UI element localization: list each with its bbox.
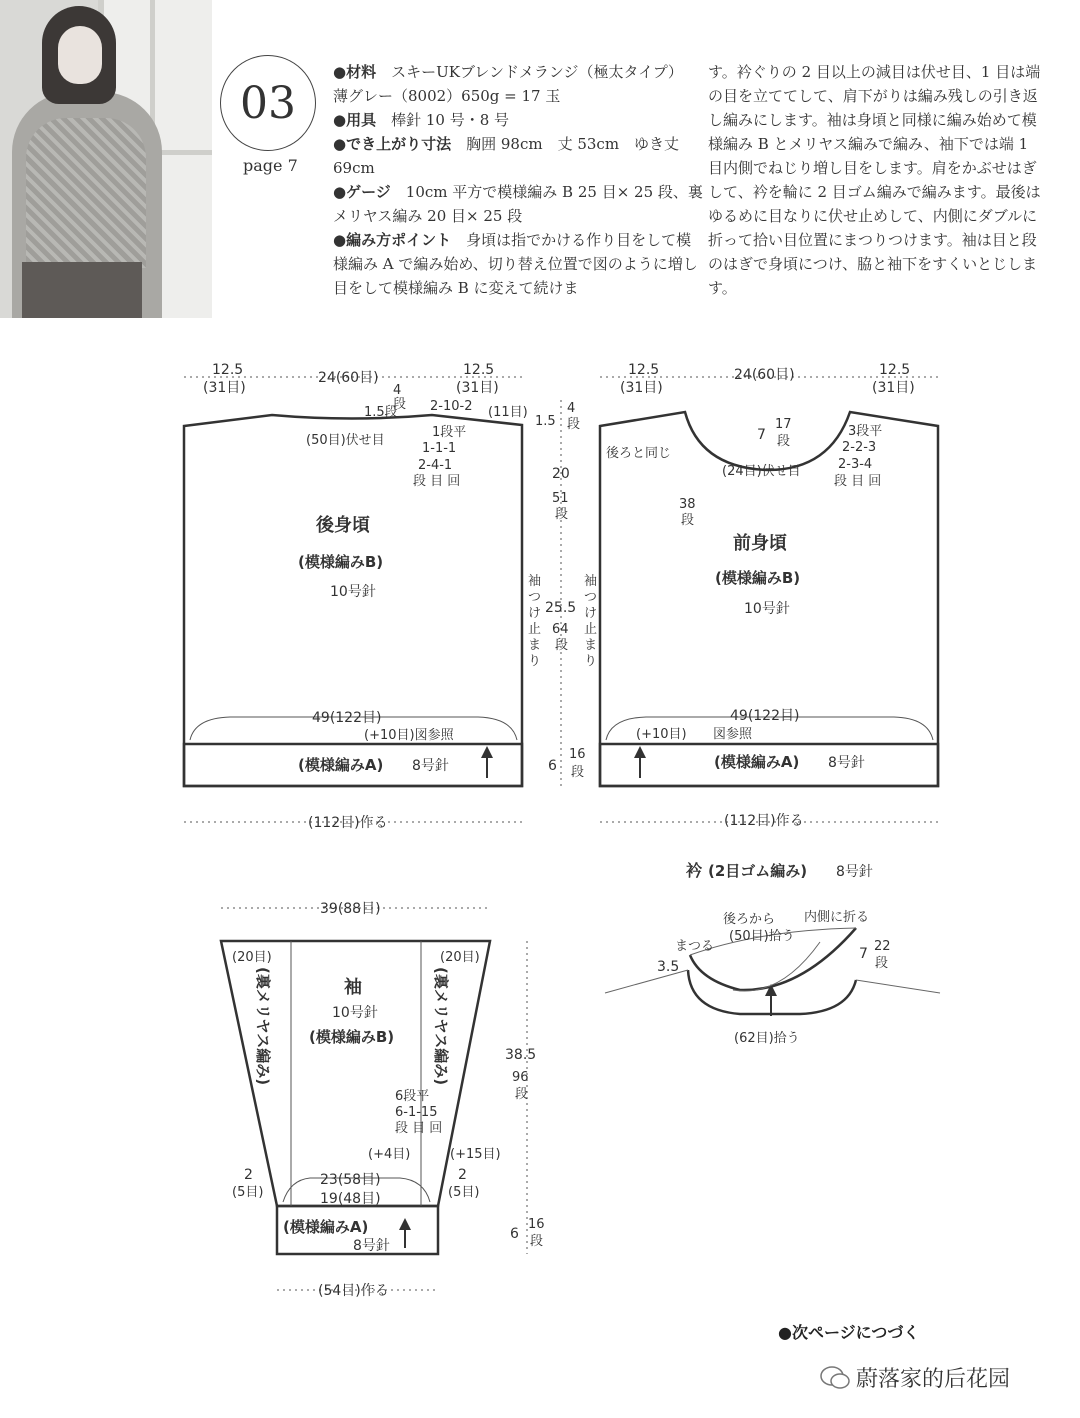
back-top-left-width: 12.5 <box>212 362 244 378</box>
sleeve-increase-line1: 6段平 <box>395 1089 430 1104</box>
size-text: 胸囲 98cm 丈 53cm ゆき丈 69cm <box>333 135 680 177</box>
sleeve-right-2: 2 <box>458 1167 467 1183</box>
front-rows-38: 38 <box>679 497 696 512</box>
front-body-needle: 10号針 <box>744 601 790 617</box>
back-sleeve-mark-6: り <box>528 654 542 669</box>
sleeve-left-2: 2 <box>244 1167 253 1183</box>
sleeve-plus-15: (+15目) <box>450 1147 501 1162</box>
front-arrowhead <box>634 746 646 758</box>
back-neck-shaping: 1.5段 <box>364 405 398 420</box>
back-band-needle: 8号針 <box>412 758 449 774</box>
back-sleeve-mark-4: 止 <box>528 622 542 637</box>
front-cast-on: (112目)作る <box>724 813 804 829</box>
back-sleeve-mark-1: 袖 <box>528 574 542 589</box>
front-rows-38-unit: 段 <box>681 513 695 528</box>
front-band-needle: 8号針 <box>828 755 865 771</box>
collar-right-rows: 22 <box>874 939 891 954</box>
collar-fold-line <box>733 942 820 991</box>
front-top-mid-width: 24(60目) <box>734 367 795 383</box>
wechat-logo-icon <box>820 1365 850 1391</box>
back-neck-rows-unit: 段 <box>393 397 407 412</box>
front-neck-rows-unit: 段 <box>777 434 791 449</box>
back-sleeve-mark-3: け <box>528 606 542 621</box>
sleeve-height-rows-unit: 段 <box>515 1087 529 1102</box>
gauge-label: ●ゲージ <box>333 183 391 201</box>
back-sleeve-mark-5: ま <box>528 638 542 653</box>
back-arrowhead <box>481 746 493 758</box>
collar-shoulder-right <box>856 980 940 993</box>
sleeve-right-stitches: (20目) <box>440 950 480 965</box>
back-body-needle: 10号針 <box>330 584 376 600</box>
center-height-2: 20 <box>552 466 570 482</box>
front-sleeve-mark-5: ま <box>584 638 598 653</box>
back-increase-note: (+10目)図参照 <box>364 728 454 743</box>
sleeve-band-rows-unit: 段 <box>530 1234 544 1249</box>
page-reference: page 7 <box>243 156 298 175</box>
front-sleeve-mark-2: つ <box>584 590 598 605</box>
front-top-left-stitches: (31目) <box>620 380 663 396</box>
collar-pick-up-50: (50目)拾う <box>729 929 795 944</box>
front-top-left-width: 12.5 <box>628 362 660 378</box>
pants-shape <box>22 262 142 318</box>
face-shape <box>58 26 102 84</box>
front-same-as-back: 後ろと同じ <box>606 446 672 461</box>
sleeve-plus-4: (+4目) <box>368 1147 411 1162</box>
front-body-width: 49(122目) <box>730 708 800 724</box>
points-label: ●編み方ポイント <box>333 231 452 249</box>
sleeve-top-width: 39(88目) <box>320 901 381 917</box>
sleeve-left-stitches: (20目) <box>232 950 272 965</box>
collar-from-back: 後ろから <box>723 912 776 927</box>
back-decrease-line1: 1段平 <box>432 425 467 440</box>
back-body-title: 後身頃 <box>316 515 370 536</box>
center-height-1-unit: 段 <box>567 417 581 432</box>
materials-text: スキーUKブレンドメランジ（極太タイプ） 薄グレー（8002）650g = 17 玉 <box>333 63 683 105</box>
back-decrease-line2: 1-1-1 <box>422 441 457 456</box>
front-neck-depth: 7 <box>757 427 766 443</box>
sleeve-band-rows: 16 <box>528 1217 545 1232</box>
back-band-stitch: (模様編みA) <box>298 756 384 774</box>
instructions-column-2: す。衿ぐりの 2 目以上の減目は伏せ目、1 目は端の目を立ててして、肩下がりは編み残しの引き返し編みにします。袖は身頃と同様に編み始めて模様編み B とメリヤス編みで編み、袖下では端 1 目内側でねじり増し目をします。肩をかぶせはぎして、衿を輪に 2 目ゴム編みで編みます。最後はゆるめに目なりに伏せ止めして、内側にダブルに折って拾い目位置にまつりつけます。袖は目と段のはぎで身頃につけ、脇と袖下をすくいとじします。 <box>708 63 1041 297</box>
front-body-stitch: (模様編みB) <box>715 569 801 587</box>
collar-needle: 8号針 <box>836 864 873 880</box>
points-text: 身頃は指でかける作り目をして模様編み A で編み始め、切り替え位置で図のように増し目をして模様編み B に変えて続けま <box>333 231 698 297</box>
center-height-2-unit: 段 <box>555 507 569 522</box>
center-height-2-rows: 51 <box>552 491 569 506</box>
sleeve-cast-on: (54目)作る <box>318 1283 389 1299</box>
back-top-left-stitches: (31目) <box>203 380 246 396</box>
front-decrease-line4: 段 目 回 <box>834 474 882 489</box>
instructions-column-1 <box>333 60 703 300</box>
sleeve-increase-line2: 6-1-15 <box>395 1105 438 1120</box>
collar-right-height: 7 <box>859 946 868 962</box>
front-sleeve-mark-3: け <box>584 606 598 621</box>
center-height-4-rows: 16 <box>569 747 586 762</box>
sleeve-right-reverse-stockinette: (裏メリヤス編み) <box>432 967 450 1086</box>
continue-next-page: ●次ページにつづく <box>778 1323 920 1342</box>
front-band-stitch: (模様編みA) <box>714 753 800 771</box>
front-neck-bind-off: (24目)伏せ目 <box>722 464 801 479</box>
center-height-1-rows: 4 <box>567 401 576 416</box>
front-increase-note: (+10目) <box>636 727 687 742</box>
watermark <box>820 1362 1010 1393</box>
sleeve-stitch: (模様編みB) <box>309 1028 395 1046</box>
tools-label: ●用具 <box>333 111 377 129</box>
front-body-title: 前身頃 <box>733 533 787 554</box>
center-height-4-unit: 段 <box>571 765 585 780</box>
back-top-right-stitches: (31目) <box>456 380 499 396</box>
tools-text: 棒針 10 号・8 号 <box>376 111 510 129</box>
collar-fold-inside: 内側に折る <box>804 910 870 925</box>
front-sleeve-mark-4: 止 <box>584 622 598 637</box>
back-top-right-width: 12.5 <box>463 362 495 378</box>
back-shoulder-stitches: (11目) <box>488 405 528 420</box>
sleeve-needle: 10号針 <box>332 1005 378 1021</box>
back-body-width: 49(122目) <box>312 710 382 726</box>
front-neck-rows: 17 <box>775 417 792 432</box>
back-decrease-line3: 2-4-1 <box>418 458 453 473</box>
front-decrease-line2: 2-2-3 <box>842 440 877 455</box>
sleeve-increase-line3: 段 目 回 <box>395 1121 443 1136</box>
back-top-mid-width: 24(60目) <box>318 370 379 386</box>
front-sleeve-mark-1: 袖 <box>584 574 598 589</box>
cable-knit-texture <box>26 118 146 268</box>
front-top-right-width: 12.5 <box>879 362 911 378</box>
collar-title-stitch: (2目ゴム編み) <box>708 862 808 880</box>
front-decrease-line3: 2-3-4 <box>838 457 873 472</box>
front-sleeve-mark-6: り <box>584 654 598 669</box>
materials-label: ●材料 <box>333 63 377 81</box>
back-neck-bind-off: (50目)伏せ目 <box>306 433 385 448</box>
watermark-text: 蔚落家的后花园 <box>856 1367 1011 1392</box>
back-body-stitch: (模様編みB) <box>298 553 384 571</box>
sleeve-left-reverse-stockinette: (裏メリヤス編み) <box>254 967 272 1086</box>
sleeve-band-needle: 8号針 <box>353 1238 390 1254</box>
sleeve-height-rows: 96 <box>512 1070 529 1085</box>
sleeve-height: 38.5 <box>505 1047 537 1063</box>
center-height-4: 6 <box>548 758 557 774</box>
center-height-3-rows: 64 <box>552 622 569 637</box>
sleeve-band-height: 6 <box>510 1226 519 1242</box>
model-photo <box>0 0 212 318</box>
sleeve-band-stitch: (模様編みA) <box>283 1218 369 1236</box>
gauge-text: 10cm 平方で模様編み B 25 目× 25 段、裏メリヤス編み 20 目× 25 段 <box>333 183 703 225</box>
front-top-right-stitches: (31目) <box>872 380 915 396</box>
knitting-schematic <box>0 330 1080 1330</box>
back-neck-rows: 4 <box>393 383 402 398</box>
sleeve-title: 袖 <box>344 977 362 998</box>
back-body-outline <box>184 415 522 786</box>
front-increase-ref: 図参照 <box>713 727 753 742</box>
center-height-3-unit: 段 <box>555 638 569 653</box>
front-decrease-line1: 3段平 <box>848 424 883 439</box>
sleeve-width-23: 23(58目) <box>320 1172 381 1188</box>
back-sleeve-mark-2: つ <box>528 590 542 605</box>
collar-left-height: 3.5 <box>657 959 680 975</box>
collar-right-rows-unit: 段 <box>875 956 889 971</box>
pattern-number-badge <box>220 55 316 151</box>
collar-sew: まつる <box>675 939 715 954</box>
pattern-number: 03 <box>240 77 296 129</box>
sleeve-left-2-stitches: (5目) <box>232 1185 264 1200</box>
collar-pick-up-62: (62目)拾う <box>734 1031 800 1046</box>
size-label: ●でき上がり寸法 <box>333 135 452 153</box>
center-height-1: 1.5 <box>535 414 556 429</box>
sleeve-arrowhead <box>399 1218 411 1230</box>
center-height-3: 25.5 <box>545 600 577 616</box>
back-cast-on: (112目)作る <box>308 815 388 831</box>
back-decrease-line4: 段 目 回 <box>413 474 461 489</box>
sleeve-right-2-stitches: (5目) <box>448 1185 480 1200</box>
collar-title: 衿 <box>686 861 703 880</box>
back-shoulder-decrease: 2-10-2 <box>430 399 473 414</box>
sleeve-width-19: 19(48目) <box>320 1191 381 1207</box>
